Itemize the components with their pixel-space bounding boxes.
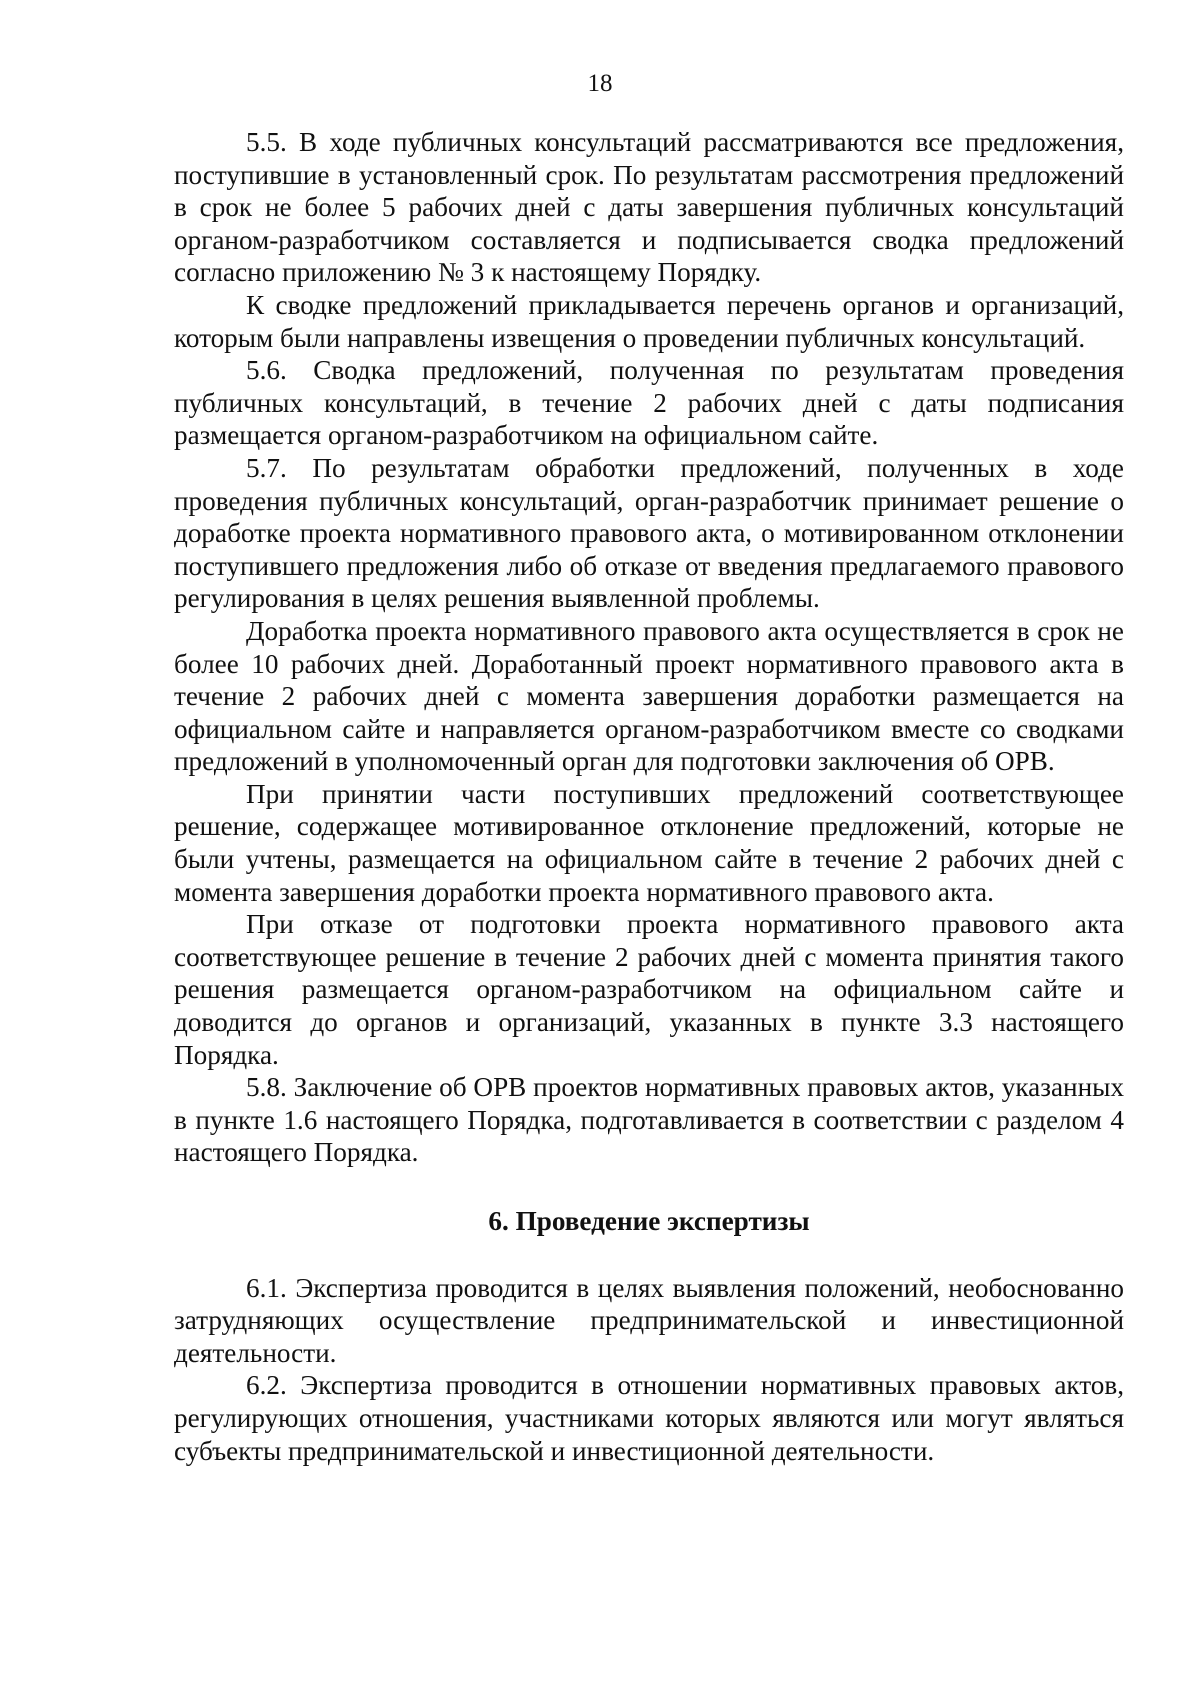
paragraph-5-8: 5.8. Заключение об ОРВ проектов нормативных правовых актов, указанных в пункте 1.6 настоящего Порядка, подготавливается в соответствии с разделом 4 настоящего Порядка.	[174, 1072, 1124, 1168]
page-number: 18	[587, 70, 613, 97]
paragraph-5-5: 5.5. В ходе публичных консультаций рассматриваются все предложения, поступившие в установленный срок. По результатам рассмотрения предложений в срок не более 5 рабочих дней с даты завершения публичных консультаций органом-разработчиком составляется и подписывается сводка предложений согласно приложению № 3 к настоящему Порядку.	[174, 127, 1124, 288]
paragraph-6-1: 6.1. Экспертиза проводится в целях выявления положений, необоснованно затрудняющих осуществление предпринимательской и инвестиционной деятельности.	[174, 1272, 1124, 1368]
paragraph-5-7: 5.7. По результатам обработки предложений, полученных в ходе проведения публичных консультаций, орган-разработчик принимает решение о доработке проекта нормативного правового акта, о мотивированном отклонении поступившего предложения либо об отказе от введения предлагаемого правового регулирования в целях решения выявленной проблемы.	[174, 452, 1124, 614]
section-heading: 6. Проведение экспертизы	[488, 1206, 810, 1236]
paragraph-5-7-refusal: При отказе от подготовки проекта нормативного правового акта соответствующее решение в течение 2 рабочих дней с момента принятия такого решения размещается органом-разработчиком на официальном сайте и доводится до органов и организаций, указанных в пункте 3.3 настоящего Порядка.	[174, 909, 1124, 1070]
paragraph-5-7-revision: Доработка проекта нормативного правового акта осуществляется в срок не более 10 рабочих дней. Доработанный проект нормативного правового акта в течение 2 рабочих дней с момента завершения доработки размещается на официальном сайте и направляется органом-разработчиком вместе со сводками предложений в уполномоченный орган для подготовки заключения об ОРВ.	[174, 615, 1124, 777]
paragraph-6-2: 6.2. Экспертиза проводится в отношении нормативных правовых актов, регулирующих отношения, участниками которых являются или могут являться субъекты предпринимательской и инвестиционной деятельности.	[174, 1370, 1124, 1466]
paragraph-5-7-partial-acceptance: При принятии части поступивших предложений соответствующее решение, содержащее мотивированное отклонение предложений, которые не были учтены, размещается на официальном сайте в течение 2 рабочих дней с момента завершения доработки проекта нормативного правового акта.	[174, 778, 1124, 907]
document-body	[174, 126, 1124, 1467]
paragraph-5-5-summary-attachment: К сводке предложений прикладывается перечень органов и организаций, которым были направлены извещения о проведении публичных консультаций.	[174, 289, 1124, 353]
paragraph-5-6: 5.6. Сводка предложений, полученная по результатам проведения публичных консультаций, в течение 2 рабочих дней с даты подписания размещается органом-разработчиком на официальном сайте.	[174, 355, 1124, 451]
